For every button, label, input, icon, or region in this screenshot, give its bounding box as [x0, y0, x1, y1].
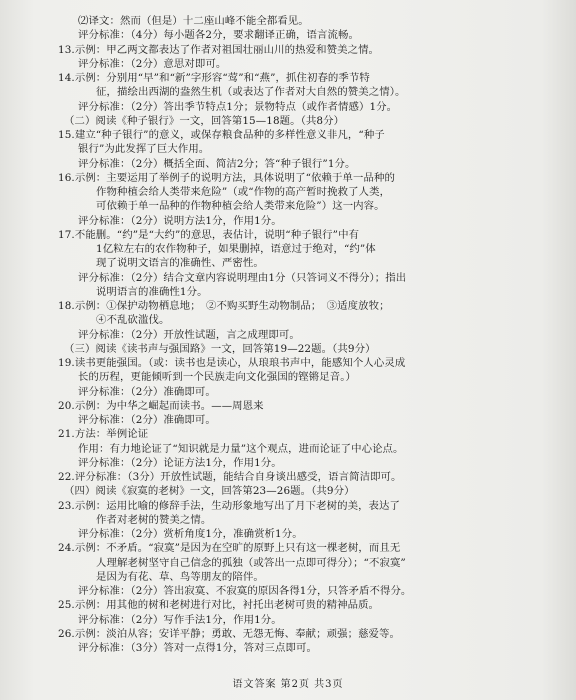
- text-line: 14.示例：分别用“早”和“新”字形容“莺”和“燕”，抓住初春的季节特: [58, 72, 370, 84]
- text-line: 19.读书更能强国。（或：读书也是读心，从琅琅书声中，能感知个人心灵成: [58, 357, 406, 369]
- text-line: 作物种植会给人类带来危险”（或“作物的高产暂时挽救了人类，: [96, 186, 391, 198]
- text-line: 16.示例：主要运用了举例子的说明方法，具体说明了“依赖于单一品种的: [58, 171, 395, 184]
- text-line: 长的历程，更能倾听到一个民族走向文化强国的铿锵足音。）: [78, 371, 357, 384]
- text-line: 评分标准：（2分）答出寂寞、不寂寞的原因各得1分，只答矛盾不得分。: [78, 585, 412, 597]
- text-line: ④不乱砍滥伐。: [96, 314, 170, 327]
- text-line: 评分标准：（2分）准确即可。: [78, 414, 216, 426]
- text-line: 说明语言的准确性1分。: [96, 285, 208, 298]
- text-line: 评分标准：（3分）答对一点得1分，答对三点即可。: [78, 642, 318, 654]
- text-line: 评分标准：（2分）说明方法1分，作用1分。: [78, 214, 282, 227]
- text-line: 评分标准：（2分）答出季节特点1分；景物特点（或作者情感）1分。: [78, 100, 398, 113]
- text-line: 评分标准：（2分）论证方法1分，作用1分。: [78, 456, 282, 469]
- text-line: 评分标准：（2分）结合文章内容说明理由1分（只答词义不得分）；指出: [78, 271, 407, 284]
- text-line: 作者对老树的赞美之情。: [96, 513, 212, 526]
- text-line: 作用：有力地论证了“知识就是力量”这个观点，进而论证了中心论点。: [78, 442, 404, 455]
- text-line: 评分标准：（2分）写作手法1分，作用1分。: [78, 613, 282, 626]
- text-line: 1亿粒左右的农作物种子，如果删掉，语意过于绝对，“约”体: [96, 243, 376, 255]
- text-line: 评分标准：（2分）准确即可。: [78, 385, 216, 398]
- text-line: 征，描绘出西湖的盎然生机（或表达了作者对大自然的赞美之情）。: [96, 86, 406, 99]
- section-heading: （四）阅读《寂寞的老树》一文，回答第23—26题。（共9分）: [64, 485, 355, 498]
- text-line: 18.示例：①保护动物栖息地； ②不购买野生动物制品； ③适度放牧；: [58, 300, 390, 312]
- text-line: 现了说明文语言的准确性、严密性。: [96, 257, 264, 270]
- section-heading: （二）阅读《种子银行》一文，回答第15—18题。（共8分）: [64, 114, 345, 127]
- section-heading: （三）阅读《读书声与强国路》一文，回答第19—22题。（共9分）: [64, 342, 376, 355]
- text-line: 评分标准：（2分）赏析角度1分，准确赏析1分。: [78, 528, 303, 540]
- answer-content: [58, 14, 558, 655]
- text-line: 26.示例：淡泊从容；安详平静；勇敢、无怨无悔、奉献；顽强；慈爱等。: [58, 627, 401, 640]
- text-line: 是因为有花、草、鸟等朋友的陪伴。: [96, 570, 264, 583]
- text-line: 24.示例：不矛盾。“寂寞”是因为在空旷的原野上只有这一棵老树，而且无: [58, 542, 401, 555]
- page-footer: 语文答案 第2页 共3页: [232, 679, 344, 690]
- text-line: 评分标准：（2分）开放性试题，言之成理即可。: [78, 328, 300, 341]
- text-line: 25.示例：用其他的树和老树进行对比，衬托出老树可贵的精神品质。: [58, 599, 380, 612]
- text-line: 可依赖于单一品种的作物种植会给人类带来危险”）这一内容。: [96, 200, 385, 213]
- text-line: 人理解老树坚守自己信念的孤独（或答出一点即可得分）；“不寂寞”: [96, 556, 406, 569]
- text-line: 20.示例：为中华之崛起而读书。——周恩来: [58, 399, 264, 412]
- text-line: ⑵译文：然而（但是）十二座山峰不能全都看见。: [78, 15, 309, 27]
- text-line: 15.建立“种子银行”的意义，或保存粮食品种的多样性意义非凡，“种子: [58, 129, 385, 141]
- text-line: 评分标准：（2分）意思对即可。: [78, 57, 227, 70]
- text-line: 评分标准：（2分）概括全面、简洁2分；答“种子银行”1分。: [78, 157, 356, 170]
- text-line: 21.方法：举例论证: [58, 428, 149, 441]
- text-line: 银行”为此发挥了巨大作用。: [78, 143, 210, 156]
- text-line: 评分标准：（4分）每小题各2分，要求翻译正确，语言流畅。: [78, 29, 359, 42]
- text-line: 22.评分标准：（3分）开放性试题，能结合自身谈出感受，语言简洁即可。: [58, 471, 402, 483]
- text-line: 17.不能删。“约”是“大约”的意思，表估计，说明“种子银行”中有: [58, 228, 360, 241]
- text-line: 23.示例：运用比喻的修辞手法，生动形象地写出了月下老树的美，表达了: [58, 499, 401, 512]
- text-line: 13.示例：甲乙两文都表达了作者对祖国壮丽山川的热爱和赞美之情。: [58, 43, 380, 56]
